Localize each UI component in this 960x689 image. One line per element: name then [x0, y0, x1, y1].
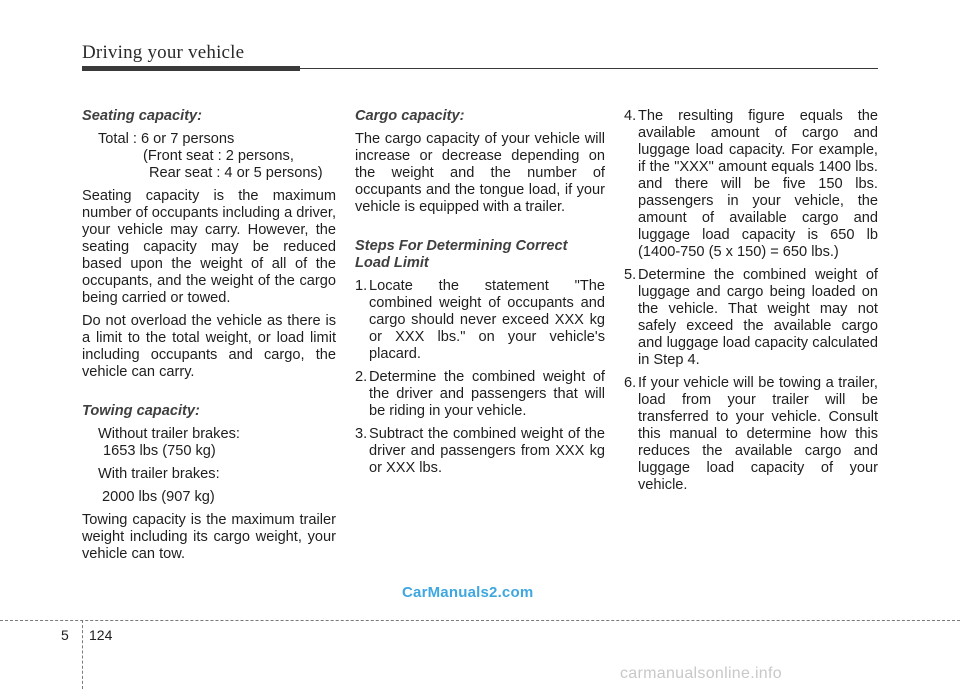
footer-vertical-divider [82, 620, 83, 689]
towing-without-label: Without trailer brakes: [98, 426, 240, 442]
seating-paragraph-1: Seating capacity is the maximum number of occupants including a driver, your vehicle may carry. However, the seating capacity may be reduced based upon the weight of all of the occupants, and the weight of the cargo being carried or towed. [82, 188, 336, 306]
watermark-carmanualsonline: carmanualsonline.info [620, 665, 782, 682]
page-number: 124 [89, 627, 113, 643]
steps-list-b [624, 108, 878, 494]
steps-list-a [355, 278, 605, 477]
towing-paragraph: Towing capacity is the maximum trailer weight including its cargo weight, your vehicle can tow. [82, 512, 336, 562]
step-item: 2. Determine the combined weight of the driver and passengers that will be riding in your vehicle. [355, 369, 605, 419]
column-middle [355, 108, 605, 483]
watermark-carmanuals2: CarManuals2.com [402, 584, 534, 601]
step-item: 4. The resulting figure equals the available amount of cargo and luggage load capacity. For example, if the "XXX" amount equals 1400 lbs. and there will be five 150 lbs. passengers in your vehicle, the amount of available cargo and luggage load capacity is 650 lb (1400-750 (5 x 150) = 650 lbs.) [624, 108, 878, 260]
header-bar [82, 66, 300, 71]
seating-rear: Rear seat : 4 or 5 persons) [149, 165, 323, 181]
header-rule [300, 68, 878, 69]
steps-heading: Steps For Determining Correct Load Limit [355, 238, 568, 271]
cargo-heading: Cargo capacity: [355, 108, 465, 124]
step-item: 5. Determine the combined weight of luggage and cargo being loaded on the vehicle. That weight may not safely exceed the available cargo and luggage load capacity calculated in Step 4. [624, 267, 878, 368]
seating-total: Total : 6 or 7 persons [98, 131, 235, 147]
seating-paragraph-2: Do not overload the vehicle as there is a limit to the total weight, or load limit including occupants and cargo, the vehicle can carry. [82, 313, 336, 380]
towing-without-value: 1653 lbs (750 kg) [103, 443, 216, 459]
step-item: 3. Subtract the combined weight of the driver and passengers from XXX kg or XXX lbs. [355, 426, 605, 476]
seating-heading: Seating capacity: [82, 108, 203, 124]
page-title: Driving your vehicle [82, 42, 245, 63]
step-item: 1. Locate the statement "The combined weight of occupants and cargo should never exceed XXX kg or XXX lbs." on your vehicle's placard. [355, 278, 605, 362]
cargo-paragraph: The cargo capacity of your vehicle will increase or decrease depending on the weight and the number of occupants and the tongue load, if your vehicle is equipped with a trailer. [355, 131, 605, 215]
section-number: 5 [61, 627, 69, 643]
seating-front: (Front seat : 2 persons, [143, 148, 294, 164]
column-right [624, 108, 878, 500]
towing-with-label: With trailer brakes: [98, 466, 220, 482]
step-item: 6. If your vehicle will be towing a trailer, load from your trailer will be transferred to your vehicle. Consult this manual to determine how this reduces the available cargo and luggage load capacity of your vehicle. [624, 375, 878, 493]
column-left [82, 108, 336, 569]
towing-with-value: 2000 lbs (907 kg) [102, 489, 215, 505]
footer-divider [0, 620, 960, 621]
towing-heading: Towing capacity: [82, 403, 200, 419]
